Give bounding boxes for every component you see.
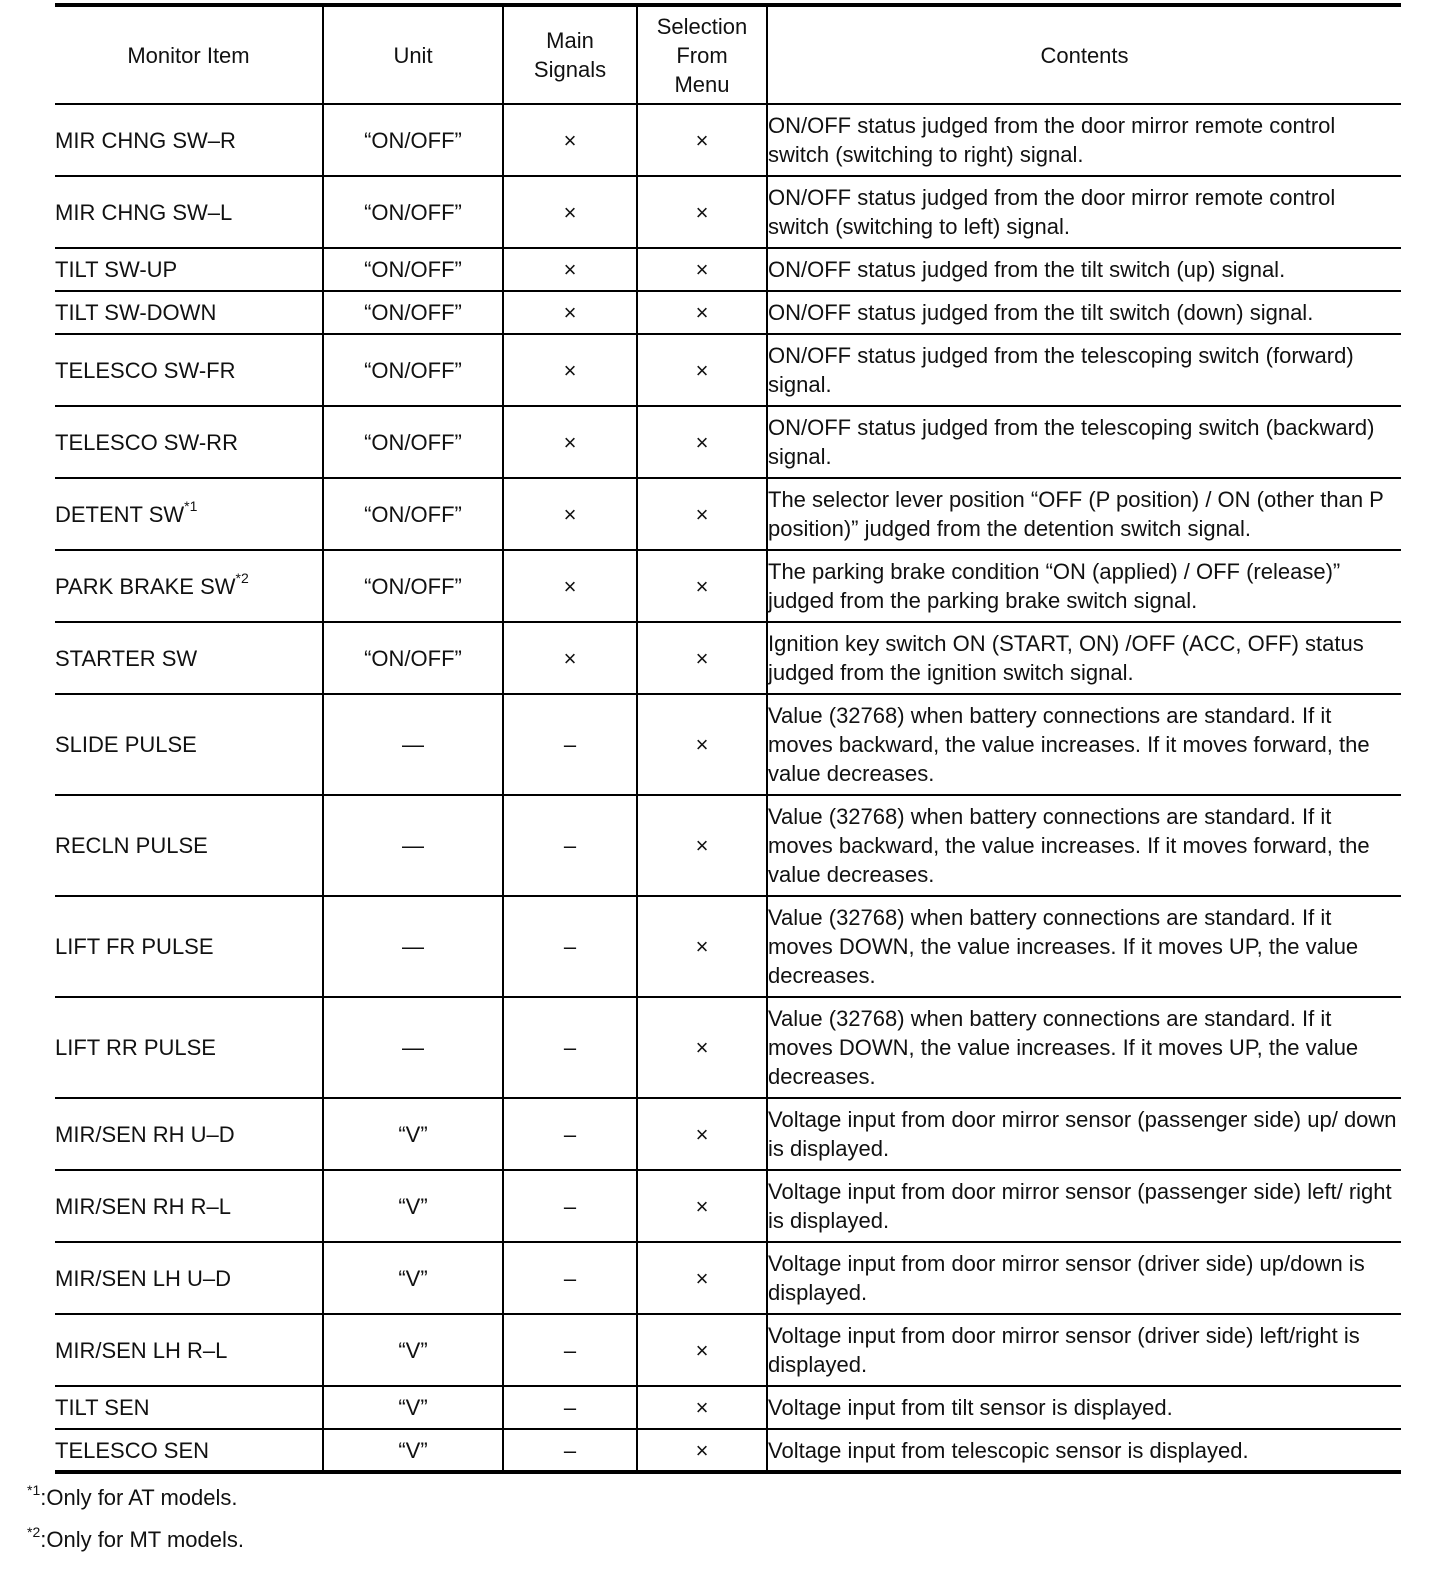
- cell-unit: [323, 1098, 503, 1170]
- cell-contents-text: Value (32768) when battery connections are standard. If it moves DOWN, the value increases. If it moves UP, the value decreases.: [768, 1006, 1359, 1089]
- cell-selection-from-menu-text: ×: [695, 1121, 709, 1147]
- cell-contents: [767, 1429, 1401, 1472]
- table-row: [55, 997, 1401, 1098]
- header-contents: Contents: [767, 5, 1401, 104]
- cell-main-signals: [503, 176, 637, 248]
- footnote-text: :Only for AT models.: [40, 1485, 238, 1510]
- cell-monitor-item: [55, 1314, 323, 1386]
- cell-selection-from-menu-text: ×: [695, 1337, 709, 1363]
- footnote-reference: *1: [184, 498, 198, 515]
- cell-unit: [323, 1314, 503, 1386]
- table-row: [55, 622, 1401, 694]
- footnote-mark: *2: [27, 1523, 41, 1540]
- cell-contents: [767, 1170, 1401, 1242]
- cell-monitor-item: [55, 1170, 323, 1242]
- cell-selection-from-menu: [637, 694, 767, 795]
- cell-main-signals-text: ×: [563, 645, 577, 671]
- table-row: [55, 176, 1401, 248]
- cell-selection-from-menu: [637, 997, 767, 1098]
- cell-contents-text: The parking brake condition “ON (applied) / OFF (release)” judged from the parking brake switch signal.: [768, 559, 1341, 613]
- cell-selection-from-menu: [637, 1314, 767, 1386]
- cell-main-signals: [503, 406, 637, 478]
- cell-selection-from-menu-text: ×: [695, 573, 709, 599]
- table-row: [55, 291, 1401, 334]
- cell-selection-from-menu-text: ×: [695, 645, 709, 671]
- cell-contents: [767, 1098, 1401, 1170]
- cell-monitor-item: [55, 1386, 323, 1429]
- cell-selection-from-menu-text: ×: [695, 501, 709, 527]
- cell-unit: [323, 478, 503, 550]
- cell-monitor-item-text: LIFT RR PULSE: [55, 1035, 216, 1060]
- cell-unit: [323, 795, 503, 896]
- cell-contents: [767, 1242, 1401, 1314]
- cell-unit-text: “ON/OFF”: [364, 199, 462, 225]
- cell-unit-text: “ON/OFF”: [364, 300, 462, 325]
- cell-main-signals: [503, 622, 637, 694]
- cell-unit-text: —: [402, 934, 424, 959]
- cell-selection-from-menu: [637, 622, 767, 694]
- table-row: [55, 478, 1401, 550]
- cell-selection-from-menu: [637, 248, 767, 291]
- cell-contents: [767, 334, 1401, 406]
- cell-contents-text: ON/OFF status judged from the door mirror remote control switch (switching to left) signal.: [768, 185, 1336, 239]
- monitor-item-table: [55, 3, 1401, 1474]
- table-row: [55, 694, 1401, 795]
- cell-selection-from-menu-text: ×: [695, 300, 709, 325]
- cell-selection-from-menu-text: ×: [695, 1193, 709, 1219]
- header-main-signals-line1: Main: [546, 28, 594, 53]
- cell-selection-from-menu: [637, 795, 767, 896]
- cell-monitor-item-text: MIR/SEN LH R–L: [55, 1337, 228, 1363]
- cell-main-signals-text: –: [563, 1121, 577, 1147]
- cell-monitor-item-text: TELESCO SW-FR: [55, 357, 236, 383]
- cell-contents-text: Ignition key switch ON (START, ON) /OFF (ACC, OFF) status judged from the ignition switch signal.: [768, 631, 1364, 685]
- cell-contents-text: The selector lever position “OFF (P position) / ON (other than P position)” judged from the detention switch signal.: [768, 487, 1384, 541]
- cell-unit: [323, 1429, 503, 1472]
- footnote-2: [27, 1523, 244, 1553]
- cell-monitor-item: [55, 1242, 323, 1314]
- cell-selection-from-menu: [637, 550, 767, 622]
- cell-contents: [767, 795, 1401, 896]
- cell-main-signals-text: –: [563, 1035, 577, 1060]
- table-row: [55, 550, 1401, 622]
- cell-contents-text: Value (32768) when battery connections are standard. If it moves backward, the value increases. If it moves forward, the value decreases.: [768, 804, 1370, 887]
- cell-monitor-item-text: LIFT FR PULSE: [55, 934, 214, 959]
- cell-main-signals: [503, 997, 637, 1098]
- cell-selection-from-menu-text: ×: [695, 357, 709, 383]
- cell-contents-text: ON/OFF status judged from the telescoping switch (forward) signal.: [768, 343, 1354, 397]
- cell-main-signals: [503, 1314, 637, 1386]
- cell-monitor-item-text: RECLN PULSE: [55, 833, 208, 858]
- cell-unit-text: “V”: [398, 1437, 428, 1463]
- table-row: [55, 1429, 1401, 1472]
- cell-contents: [767, 248, 1401, 291]
- cell-main-signals-text: –: [563, 1437, 577, 1463]
- cell-monitor-item-text: TELESCO SEN: [55, 1437, 210, 1463]
- cell-selection-from-menu: [637, 334, 767, 406]
- cell-selection-from-menu: [637, 1242, 767, 1314]
- cell-monitor-item: [55, 478, 323, 550]
- footnote-reference: *2: [235, 570, 249, 587]
- cell-contents: [767, 291, 1401, 334]
- cell-monitor-item-text: MIR CHNG SW–L: [55, 199, 233, 225]
- cell-contents: [767, 896, 1401, 997]
- cell-unit-text: “ON/OFF”: [364, 645, 462, 671]
- cell-main-signals-text: ×: [563, 257, 577, 282]
- cell-contents-text: Voltage input from door mirror sensor (passenger side) up/ down is displayed.: [768, 1107, 1397, 1161]
- cell-unit-text: “V”: [398, 1395, 428, 1420]
- cell-selection-from-menu-text: ×: [695, 199, 709, 225]
- cell-monitor-item: [55, 1429, 323, 1472]
- cell-unit-text: “V”: [398, 1193, 428, 1219]
- header-unit: Unit: [323, 5, 503, 104]
- cell-selection-from-menu-text: ×: [695, 429, 709, 455]
- cell-unit-text: “ON/OFF”: [364, 357, 462, 383]
- table-row: [55, 406, 1401, 478]
- cell-unit-text: “ON/OFF”: [364, 501, 462, 527]
- cell-contents-text: Voltage input from tilt sensor is displayed.: [768, 1395, 1173, 1420]
- header-selection-line1: Selection: [656, 13, 748, 39]
- cell-selection-from-menu: [637, 1429, 767, 1472]
- cell-monitor-item: [55, 104, 323, 176]
- table-row: [55, 334, 1401, 406]
- cell-selection-from-menu: [637, 1170, 767, 1242]
- cell-main-signals-text: –: [563, 934, 577, 959]
- cell-unit-text: —: [402, 1035, 424, 1060]
- cell-monitor-item-text: PARK BRAKE SW: [55, 573, 236, 599]
- cell-contents: [767, 1314, 1401, 1386]
- cell-selection-from-menu-text: ×: [695, 1035, 709, 1060]
- cell-contents-text: ON/OFF status judged from the telescoping switch (backward) signal.: [768, 415, 1375, 469]
- table-row: [55, 795, 1401, 896]
- cell-unit-text: “V”: [398, 1121, 428, 1147]
- cell-main-signals: [503, 104, 637, 176]
- cell-main-signals: [503, 1242, 637, 1314]
- cell-main-signals-text: –: [563, 1395, 577, 1420]
- header-main-signals: [503, 5, 637, 104]
- cell-main-signals-text: ×: [563, 357, 577, 383]
- cell-main-signals: [503, 334, 637, 406]
- cell-main-signals: [503, 478, 637, 550]
- cell-main-signals-text: –: [563, 1193, 577, 1219]
- cell-contents-text: Voltage input from door mirror sensor (passenger side) left/ right is displayed.: [768, 1179, 1392, 1233]
- cell-selection-from-menu: [637, 478, 767, 550]
- cell-monitor-item-text: TILT SEN: [55, 1395, 150, 1420]
- cell-monitor-item-text: MIR/SEN RH R–L: [55, 1193, 232, 1219]
- cell-unit-text: —: [402, 833, 424, 858]
- cell-monitor-item: [55, 406, 323, 478]
- cell-unit: [323, 694, 503, 795]
- cell-unit: [323, 622, 503, 694]
- cell-unit: [323, 291, 503, 334]
- cell-monitor-item: [55, 550, 323, 622]
- cell-monitor-item: [55, 622, 323, 694]
- cell-contents-text: ON/OFF status judged from the door mirror remote control switch (switching to right) signal.: [768, 113, 1336, 167]
- cell-main-signals-text: –: [563, 833, 577, 858]
- table-row: [55, 1098, 1401, 1170]
- cell-contents-text: ON/OFF status judged from the tilt switch (down) signal.: [768, 300, 1314, 325]
- footnote-mark: *1: [27, 1481, 41, 1498]
- cell-contents: [767, 997, 1401, 1098]
- cell-main-signals: [503, 550, 637, 622]
- cell-contents: [767, 406, 1401, 478]
- cell-unit: [323, 248, 503, 291]
- cell-monitor-item-text: MIR/SEN RH U–D: [55, 1121, 235, 1147]
- cell-selection-from-menu: [637, 1386, 767, 1429]
- cell-contents-text: Voltage input from telescopic sensor is displayed.: [768, 1437, 1249, 1463]
- cell-unit: [323, 1242, 503, 1314]
- cell-selection-from-menu-text: ×: [695, 732, 709, 757]
- cell-main-signals: [503, 795, 637, 896]
- cell-unit: [323, 550, 503, 622]
- cell-main-signals-text: ×: [563, 573, 577, 599]
- cell-selection-from-menu: [637, 176, 767, 248]
- cell-unit-text: “V”: [398, 1265, 428, 1291]
- cell-unit: [323, 104, 503, 176]
- cell-selection-from-menu: [637, 291, 767, 334]
- cell-monitor-item: [55, 795, 323, 896]
- cell-main-signals: [503, 1170, 637, 1242]
- cell-contents: [767, 550, 1401, 622]
- cell-monitor-item-text: MIR CHNG SW–R: [55, 127, 236, 153]
- cell-contents-text: Voltage input from door mirror sensor (driver side) left/right is displayed.: [768, 1323, 1360, 1377]
- cell-contents: [767, 104, 1401, 176]
- cell-main-signals: [503, 1386, 637, 1429]
- cell-main-signals: [503, 896, 637, 997]
- table-row: [55, 1170, 1401, 1242]
- cell-monitor-item: [55, 248, 323, 291]
- cell-unit: [323, 176, 503, 248]
- header-selection-from-menu: [637, 5, 767, 104]
- cell-monitor-item-text: TILT SW-UP: [55, 257, 178, 282]
- cell-main-signals-text: ×: [563, 300, 577, 325]
- cell-contents: [767, 478, 1401, 550]
- cell-selection-from-menu-text: ×: [695, 257, 709, 282]
- table-row: [55, 248, 1401, 291]
- cell-monitor-item-text: STARTER SW: [55, 645, 198, 671]
- cell-unit-text: “ON/OFF”: [364, 257, 462, 282]
- cell-unit: [323, 334, 503, 406]
- cell-main-signals-text: –: [563, 732, 577, 757]
- cell-selection-from-menu: [637, 1098, 767, 1170]
- header-selection-line2: From: [676, 42, 728, 68]
- cell-monitor-item-text: TILT SW-DOWN: [55, 300, 217, 325]
- cell-unit-text: “ON/OFF”: [364, 429, 462, 455]
- cell-unit-text: “ON/OFF”: [364, 573, 462, 599]
- header-monitor-item: Monitor Item: [55, 5, 323, 104]
- table-header-row: [55, 5, 1401, 104]
- cell-contents: [767, 694, 1401, 795]
- cell-selection-from-menu-text: ×: [695, 833, 709, 858]
- cell-unit: [323, 406, 503, 478]
- cell-selection-from-menu: [637, 406, 767, 478]
- cell-main-signals-text: ×: [563, 429, 577, 455]
- cell-monitor-item: [55, 896, 323, 997]
- footnote-text: :Only for MT models.: [40, 1527, 244, 1552]
- cell-monitor-item: [55, 176, 323, 248]
- cell-contents: [767, 176, 1401, 248]
- cell-monitor-item-text: MIR/SEN LH U–D: [55, 1265, 232, 1291]
- cell-monitor-item-text: TELESCO SW-RR: [55, 429, 238, 455]
- cell-selection-from-menu-text: ×: [695, 1265, 709, 1291]
- cell-contents-text: ON/OFF status judged from the tilt switch (up) signal.: [768, 257, 1286, 282]
- cell-main-signals-text: –: [563, 1337, 577, 1363]
- cell-main-signals-text: –: [563, 1265, 577, 1291]
- cell-monitor-item: [55, 997, 323, 1098]
- cell-unit: [323, 1170, 503, 1242]
- cell-contents-text: Value (32768) when battery connections are standard. If it moves DOWN, the value increases. If it moves UP, the value decreases.: [768, 905, 1359, 988]
- table-row: [55, 1314, 1401, 1386]
- cell-main-signals-text: ×: [563, 199, 577, 225]
- cell-selection-from-menu: [637, 104, 767, 176]
- cell-main-signals: [503, 1098, 637, 1170]
- cell-monitor-item: [55, 334, 323, 406]
- table-row: [55, 1386, 1401, 1429]
- cell-selection-from-menu-text: ×: [695, 127, 709, 153]
- cell-main-signals-text: ×: [563, 501, 577, 527]
- cell-monitor-item-text: DETENT SW: [55, 501, 185, 527]
- table-row: [55, 1242, 1401, 1314]
- cell-monitor-item: [55, 1098, 323, 1170]
- cell-monitor-item: [55, 291, 323, 334]
- cell-selection-from-menu: [637, 896, 767, 997]
- cell-selection-from-menu-text: ×: [695, 1395, 709, 1420]
- cell-unit: [323, 997, 503, 1098]
- cell-main-signals: [503, 1429, 637, 1472]
- cell-unit: [323, 896, 503, 997]
- cell-main-signals: [503, 694, 637, 795]
- table-row: [55, 104, 1401, 176]
- header-main-signals-line2: Signals: [533, 57, 607, 82]
- table-row: [55, 896, 1401, 997]
- cell-monitor-item: [55, 694, 323, 795]
- cell-selection-from-menu-text: ×: [695, 934, 709, 959]
- cell-contents-text: Value (32768) when battery connections are standard. If it moves backward, the value increases. If it moves forward, the value decreases.: [768, 703, 1370, 786]
- cell-unit: [323, 1386, 503, 1429]
- cell-main-signals: [503, 291, 637, 334]
- cell-unit-text: —: [402, 732, 424, 757]
- cell-contents: [767, 622, 1401, 694]
- cell-main-signals: [503, 248, 637, 291]
- cell-main-signals-text: ×: [563, 127, 577, 153]
- cell-monitor-item-text: SLIDE PULSE: [55, 732, 197, 757]
- cell-unit-text: “V”: [398, 1337, 428, 1363]
- cell-unit-text: “ON/OFF”: [364, 127, 462, 153]
- header-selection-line3: Menu: [674, 71, 730, 97]
- footnote-1: [27, 1481, 238, 1511]
- cell-contents: [767, 1386, 1401, 1429]
- cell-contents-text: Voltage input from door mirror sensor (driver side) up/down is displayed.: [768, 1251, 1365, 1305]
- cell-selection-from-menu-text: ×: [695, 1437, 709, 1463]
